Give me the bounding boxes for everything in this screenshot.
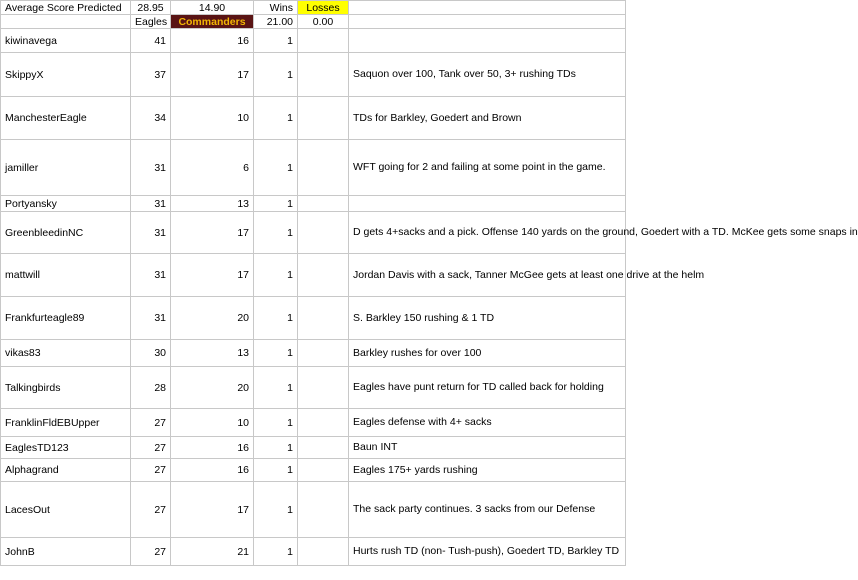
prediction-note-cell[interactable]: Jordan Davis with a sack, Tanner McGee gets at least one drive at the helm: [349, 254, 626, 297]
wins-cell[interactable]: 1: [254, 459, 298, 482]
losses-cell[interactable]: [298, 212, 349, 254]
commanders-score-cell[interactable]: 13: [171, 340, 254, 367]
eagles-score-cell[interactable]: 34: [131, 97, 171, 140]
table-row: [1, 459, 626, 482]
wins-cell[interactable]: 1: [254, 254, 298, 297]
prediction-note-cell[interactable]: Baun INT: [349, 437, 626, 459]
commanders-score-cell[interactable]: 17: [171, 482, 254, 538]
commanders-score-cell[interactable]: 16: [171, 29, 254, 53]
player-name-cell[interactable]: LacesOut: [1, 482, 131, 538]
eagles-score-cell[interactable]: 31: [131, 140, 171, 196]
wins-cell[interactable]: 1: [254, 482, 298, 538]
table-row: [1, 53, 626, 97]
commanders-score-cell[interactable]: 13: [171, 196, 254, 212]
table-row: [1, 538, 626, 566]
commanders-score-cell[interactable]: 21: [171, 538, 254, 566]
player-name-cell[interactable]: Portyansky: [1, 196, 131, 212]
losses-cell[interactable]: [298, 367, 349, 409]
eagles-score-cell[interactable]: 31: [131, 212, 171, 254]
eagles-score-cell[interactable]: 31: [131, 254, 171, 297]
table-row: [1, 482, 626, 538]
wins-cell[interactable]: 1: [254, 140, 298, 196]
wins-cell[interactable]: 1: [254, 437, 298, 459]
eagles-score-cell[interactable]: 30: [131, 340, 171, 367]
losses-cell[interactable]: [298, 53, 349, 97]
wins-cell[interactable]: 1: [254, 340, 298, 367]
commanders-score-cell[interactable]: 17: [171, 53, 254, 97]
table-row: [1, 196, 626, 212]
commanders-score-cell[interactable]: 10: [171, 409, 254, 437]
player-name-cell[interactable]: JohnB: [1, 538, 131, 566]
losses-cell[interactable]: [298, 97, 349, 140]
prediction-note-cell[interactable]: The sack party continues. 3 sacks from our Defense: [349, 482, 626, 538]
eagles-average-cell[interactable]: 28.95: [131, 1, 171, 15]
wins-cell[interactable]: 1: [254, 29, 298, 53]
eagles-score-cell[interactable]: 31: [131, 297, 171, 340]
prediction-note-cell[interactable]: [349, 196, 626, 212]
player-name-cell[interactable]: EaglesTD123: [1, 437, 131, 459]
commanders-score-cell[interactable]: 16: [171, 459, 254, 482]
prediction-note-cell[interactable]: Hurts rush TD (non- Tush-push), Goedert TD, Barkley TD: [349, 538, 626, 566]
player-name-cell[interactable]: vikas83: [1, 340, 131, 367]
commanders-score-cell[interactable]: 20: [171, 367, 254, 409]
losses-total-cell[interactable]: 0.00: [298, 15, 349, 29]
eagles-score-cell[interactable]: 27: [131, 409, 171, 437]
player-name-cell[interactable]: mattwill: [1, 254, 131, 297]
eagles-header-cell[interactable]: Eagles: [131, 15, 171, 29]
commanders-score-cell[interactable]: 20: [171, 297, 254, 340]
losses-cell[interactable]: [298, 482, 349, 538]
table-row: [1, 254, 626, 297]
commanders-score-cell[interactable]: 6: [171, 140, 254, 196]
empty-header-cell[interactable]: [349, 1, 626, 15]
wins-cell[interactable]: 1: [254, 212, 298, 254]
eagles-score-cell[interactable]: 37: [131, 53, 171, 97]
wins-cell[interactable]: 1: [254, 297, 298, 340]
eagles-score-cell[interactable]: 41: [131, 29, 171, 53]
losses-cell[interactable]: [298, 196, 349, 212]
prediction-note-cell[interactable]: TDs for Barkley, Goedert and Brown: [349, 97, 626, 140]
wins-cell[interactable]: 1: [254, 367, 298, 409]
wins-cell[interactable]: 1: [254, 53, 298, 97]
table-row: [1, 409, 626, 437]
commanders-score-cell[interactable]: 16: [171, 437, 254, 459]
average-score-label[interactable]: Average Score Predicted: [1, 1, 131, 15]
table-row: [1, 297, 626, 340]
prediction-note-cell[interactable]: Eagles have punt return for TD called back for holding: [349, 367, 626, 409]
player-name-cell[interactable]: GreenbleedinNC: [1, 212, 131, 254]
prediction-note-cell[interactable]: [349, 29, 626, 53]
losses-cell[interactable]: [298, 29, 349, 53]
wins-cell[interactable]: 1: [254, 97, 298, 140]
table-row: [1, 140, 626, 196]
losses-cell[interactable]: [298, 409, 349, 437]
eagles-score-cell[interactable]: 27: [131, 437, 171, 459]
losses-cell[interactable]: [298, 297, 349, 340]
player-name-cell[interactable]: Talkingbirds: [1, 367, 131, 409]
prediction-note-cell[interactable]: S. Barkley 150 rushing & 1 TD: [349, 297, 626, 340]
prediction-note-cell[interactable]: Eagles defense with 4+ sacks: [349, 409, 626, 437]
table-row: [1, 212, 626, 254]
table-row: [1, 367, 626, 409]
player-name-cell[interactable]: Frankfurteagle89: [1, 297, 131, 340]
prediction-note-cell[interactable]: Barkley rushes for over 100: [349, 340, 626, 367]
player-name-cell[interactable]: jamiller: [1, 140, 131, 196]
losses-cell[interactable]: [298, 538, 349, 566]
commanders-score-cell[interactable]: 10: [171, 97, 254, 140]
empty-name-header-cell[interactable]: [1, 15, 131, 29]
commanders-average-cell[interactable]: 14.90: [171, 1, 254, 15]
table-row: [1, 340, 626, 367]
commanders-score-cell[interactable]: 17: [171, 254, 254, 297]
commanders-score-cell[interactable]: 17: [171, 212, 254, 254]
table-row: [1, 97, 626, 140]
eagles-score-cell[interactable]: 31: [131, 196, 171, 212]
header-row-averages: [1, 1, 626, 15]
prediction-note-cell[interactable]: Eagles 175+ yards rushing: [349, 459, 626, 482]
player-name-cell[interactable]: ManchesterEagle: [1, 97, 131, 140]
losses-cell[interactable]: [298, 437, 349, 459]
wins-cell[interactable]: 1: [254, 196, 298, 212]
prediction-note-cell[interactable]: WFT going for 2 and failing at some point in the game.: [349, 140, 626, 196]
eagles-score-cell[interactable]: 27: [131, 482, 171, 538]
prediction-note-cell[interactable]: Saquon over 100, Tank over 50, 3+ rushing TDs: [349, 53, 626, 97]
losses-cell[interactable]: [298, 140, 349, 196]
commanders-header-cell[interactable]: Commanders: [171, 15, 254, 29]
player-name-cell[interactable]: Alphagrand: [1, 459, 131, 482]
table-row: [1, 29, 626, 53]
losses-cell[interactable]: [298, 459, 349, 482]
eagles-score-cell[interactable]: 27: [131, 538, 171, 566]
prediction-note-cell[interactable]: D gets 4+sacks and a pick. Offense 140 yards on the ground, Goedert with a TD. McKee gets some snaps in: [349, 212, 626, 254]
empty-header-cell[interactable]: [349, 15, 626, 29]
losses-cell[interactable]: [298, 254, 349, 297]
eagles-score-cell[interactable]: 27: [131, 459, 171, 482]
wins-cell[interactable]: 1: [254, 409, 298, 437]
player-name-cell[interactable]: FranklinFldEBUpper: [1, 409, 131, 437]
wins-cell[interactable]: 1: [254, 538, 298, 566]
losses-cell[interactable]: [298, 340, 349, 367]
eagles-score-cell[interactable]: 28: [131, 367, 171, 409]
table-row: [1, 437, 626, 459]
losses-header-cell[interactable]: Losses: [298, 1, 349, 15]
player-name-cell[interactable]: kiwinavega: [1, 29, 131, 53]
header-row-teams: [1, 15, 626, 29]
wins-total-cell[interactable]: 21.00: [254, 15, 298, 29]
player-name-cell[interactable]: SkippyX: [1, 53, 131, 97]
wins-header-cell[interactable]: Wins: [254, 1, 298, 15]
